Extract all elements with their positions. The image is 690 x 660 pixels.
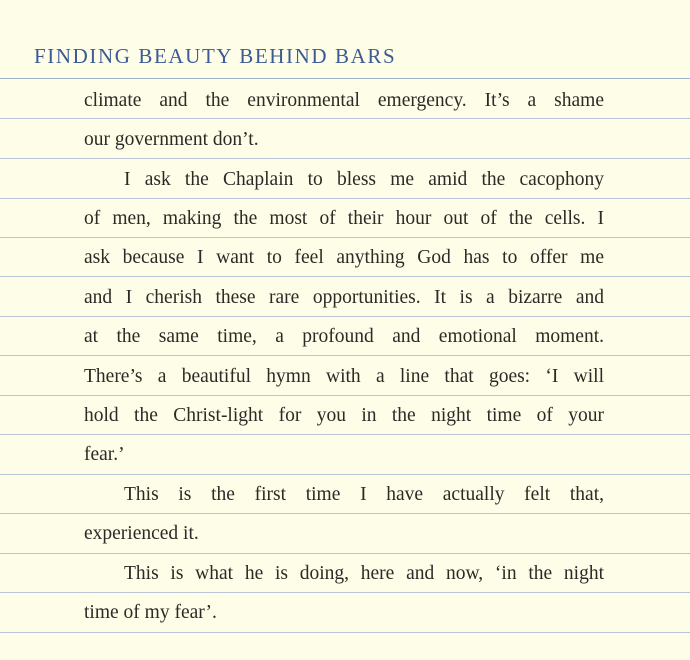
ruled-line: [0, 355, 690, 356]
ruled-line: [0, 276, 690, 277]
ruled-line: [0, 118, 690, 119]
ruled-line: [0, 198, 690, 199]
header-rule: [0, 78, 690, 79]
text-line: There’s a beautiful hymn with a line that goes: ‘I will: [84, 366, 604, 387]
paragraph-first-line: This is the first time I have actually felt that,: [124, 484, 604, 505]
text-line: climate and the environmental emergency. It’s a shame: [84, 90, 604, 111]
text-line: and I cherish these rare opportunities. It is a bizarre and: [84, 287, 604, 308]
text-line: hold the Christ-light for you in the night time of your: [84, 405, 604, 426]
text-line: our government don’t.: [84, 129, 259, 150]
ruled-line: [0, 158, 690, 159]
text-line: experienced it.: [84, 523, 199, 544]
ruled-line: [0, 395, 690, 396]
running-head: FINDING BEAUTY BEHIND BARS: [34, 44, 397, 68]
ruled-line: [0, 316, 690, 317]
ruled-line: [0, 474, 690, 475]
ruled-line: [0, 513, 690, 514]
ruled-line: [0, 553, 690, 554]
ruled-line: [0, 632, 690, 633]
text-line: at the same time, a profound and emotional moment.: [84, 326, 604, 347]
text-line: time of my fear’.: [84, 602, 217, 623]
text-line: fear.’: [84, 444, 125, 465]
ruled-line: [0, 237, 690, 238]
text-line: ask because I want to feel anything God has to offer me: [84, 247, 604, 268]
paragraph-first-line: This is what he is doing, here and now, ‘in the night: [124, 563, 604, 584]
ruled-line: [0, 434, 690, 435]
text-line: of men, making the most of their hour out of the cells. I: [84, 208, 604, 229]
paragraph-first-line: I ask the Chaplain to bless me amid the cacophony: [124, 169, 604, 190]
ruled-line: [0, 592, 690, 593]
